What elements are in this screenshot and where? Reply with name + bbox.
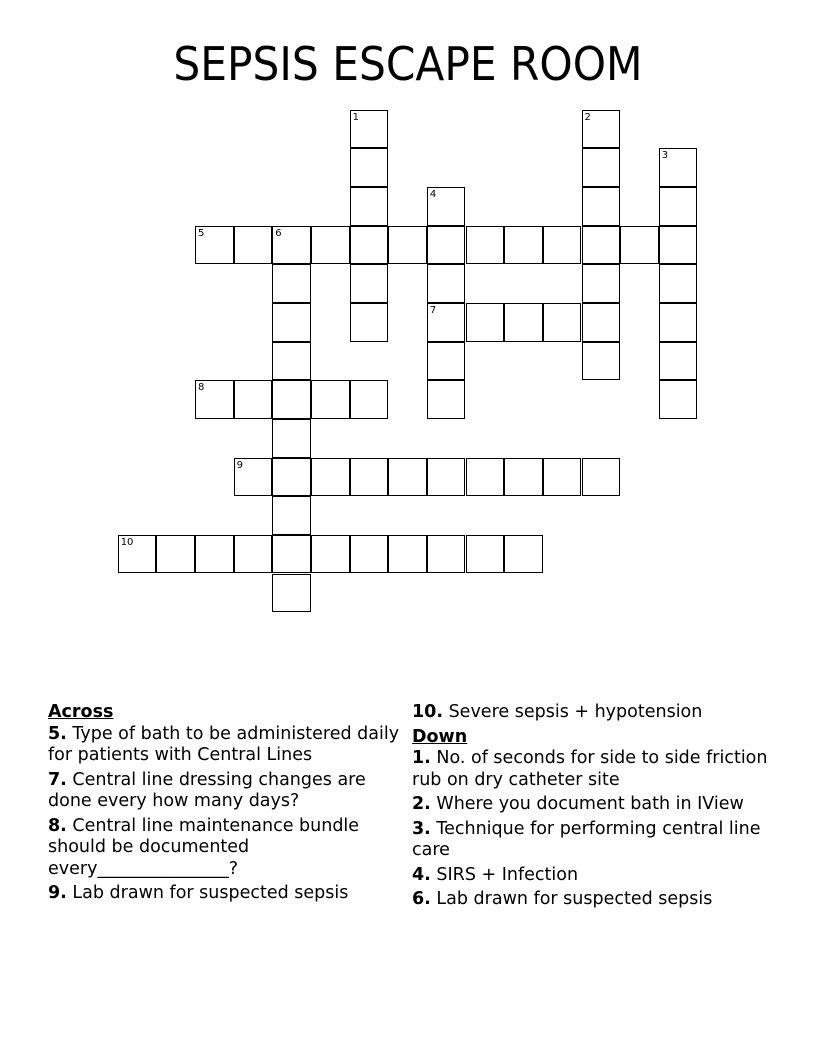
clue-number: 4. bbox=[412, 864, 431, 885]
cell-number: 5 bbox=[198, 227, 205, 239]
clue-text: Lab drawn for suspected sepsis bbox=[66, 883, 349, 903]
crossword-cell[interactable] bbox=[272, 458, 311, 497]
clue-number: 10. bbox=[412, 702, 444, 722]
clue-number: 7. bbox=[48, 769, 67, 790]
clue-down-3 bbox=[412, 819, 772, 862]
clue-down-4 bbox=[412, 865, 772, 887]
clue-down-2 bbox=[412, 794, 772, 816]
crossword-cell[interactable] bbox=[234, 380, 273, 419]
crossword-cell[interactable] bbox=[427, 187, 466, 226]
clue-across-7 bbox=[48, 770, 408, 813]
crossword-cell[interactable] bbox=[350, 458, 389, 497]
crossword-cell[interactable] bbox=[582, 226, 621, 265]
crossword-cell[interactable] bbox=[659, 380, 698, 419]
crossword-cell[interactable] bbox=[427, 380, 466, 419]
crossword-cell[interactable] bbox=[272, 419, 311, 458]
cell-number: 10 bbox=[120, 536, 134, 548]
crossword-cell[interactable] bbox=[350, 380, 389, 419]
crossword-cell[interactable] bbox=[427, 458, 466, 497]
crossword-cell[interactable] bbox=[659, 148, 698, 187]
crossword-cell[interactable] bbox=[350, 148, 389, 187]
crossword-cell[interactable] bbox=[272, 303, 311, 342]
cell-number: 6 bbox=[275, 227, 282, 239]
crossword-cell[interactable] bbox=[350, 264, 389, 303]
cell-number: 4 bbox=[429, 189, 437, 201]
crossword-cell[interactable] bbox=[311, 226, 350, 265]
clue-text: Central line maintenance bundle should be documented every_______________? bbox=[48, 815, 360, 879]
cell-number: 2 bbox=[584, 111, 591, 123]
crossword-cell[interactable] bbox=[118, 535, 157, 574]
crossword-cell[interactable] bbox=[659, 342, 698, 381]
clue-text: Lab drawn for suspected sepsis bbox=[430, 889, 713, 909]
clue-number: 8. bbox=[48, 815, 67, 836]
crossword-cell[interactable] bbox=[659, 226, 698, 265]
cell-number: 8 bbox=[198, 382, 205, 394]
crossword-cell[interactable] bbox=[466, 226, 505, 265]
crossword-cell[interactable] bbox=[504, 535, 543, 574]
cell-number: 9 bbox=[236, 459, 244, 471]
cell-number: 1 bbox=[352, 111, 359, 123]
clue-down-6 bbox=[412, 889, 772, 911]
crossword-cell[interactable] bbox=[466, 535, 505, 574]
clue-across-8 bbox=[48, 816, 408, 881]
crossword-cell[interactable] bbox=[272, 574, 311, 613]
clue-text: Where you document bath in IView bbox=[430, 794, 744, 814]
crossword-cell[interactable] bbox=[195, 226, 234, 265]
crossword-cell[interactable] bbox=[272, 342, 311, 381]
clue-text: Technique for performing central line care bbox=[412, 818, 761, 860]
clue-text: Central line dressing changes are done every how many days? bbox=[48, 769, 366, 811]
across-heading: Across bbox=[48, 702, 114, 722]
crossword-cell[interactable] bbox=[466, 303, 505, 342]
crossword-cell[interactable] bbox=[272, 535, 311, 574]
crossword-cell[interactable] bbox=[466, 458, 505, 497]
crossword-cell[interactable] bbox=[427, 303, 466, 342]
crossword-cell[interactable] bbox=[388, 535, 427, 574]
crossword-cell[interactable] bbox=[350, 303, 389, 342]
crossword-cell[interactable] bbox=[311, 380, 350, 419]
crossword-cell[interactable] bbox=[311, 458, 350, 497]
crossword-cell[interactable] bbox=[543, 303, 582, 342]
clue-across-10 bbox=[412, 702, 772, 724]
crossword-cell[interactable] bbox=[195, 380, 234, 419]
crossword-cell[interactable] bbox=[543, 226, 582, 265]
crossword-cell[interactable] bbox=[234, 535, 273, 574]
down-heading: Down bbox=[412, 726, 468, 747]
clue-number: 9. bbox=[48, 883, 67, 903]
crossword-cell[interactable] bbox=[504, 226, 543, 265]
crossword-cell[interactable] bbox=[543, 458, 582, 497]
crossword-cell[interactable] bbox=[504, 303, 543, 342]
clue-number: 3. bbox=[412, 818, 431, 839]
crossword-cell[interactable] bbox=[582, 458, 621, 497]
clues-left-column bbox=[48, 702, 408, 908]
clue-text: SIRS + Infection bbox=[430, 864, 579, 885]
clue-text: Severe sepsis + hypotension bbox=[443, 702, 703, 722]
crossword-cell[interactable] bbox=[272, 226, 311, 265]
crossword-cell[interactable] bbox=[659, 187, 698, 226]
clue-across-5 bbox=[48, 724, 408, 767]
crossword-cell[interactable] bbox=[272, 380, 311, 419]
crossword-cell[interactable] bbox=[582, 187, 621, 226]
crossword-cell[interactable] bbox=[272, 496, 311, 535]
crossword-cell[interactable] bbox=[311, 535, 350, 574]
clue-number: 1. bbox=[412, 748, 431, 768]
crossword-cell[interactable] bbox=[582, 342, 621, 381]
clue-text: Type of bath to be administered daily for patients with Central Lines bbox=[48, 723, 400, 765]
crossword-cell[interactable] bbox=[272, 264, 311, 303]
crossword-cell[interactable] bbox=[388, 226, 427, 265]
cell-number: 3 bbox=[661, 150, 669, 162]
crossword-cell[interactable] bbox=[582, 148, 621, 187]
page-title: SEPSIS ESCAPE ROOM bbox=[173, 37, 643, 91]
clue-across-9 bbox=[48, 883, 408, 905]
clues-right-column bbox=[412, 702, 772, 914]
crossword-cell[interactable] bbox=[350, 535, 389, 574]
clue-number: 6. bbox=[412, 889, 431, 909]
crossword-cell[interactable] bbox=[234, 458, 273, 497]
crossword-cell[interactable] bbox=[659, 303, 698, 342]
cell-number: 7 bbox=[429, 305, 437, 316]
crossword-cell[interactable] bbox=[350, 110, 389, 149]
crossword-cell[interactable] bbox=[582, 303, 621, 342]
crossword-cell[interactable] bbox=[156, 535, 195, 574]
crossword-cell[interactable] bbox=[427, 226, 466, 265]
crossword-cell[interactable] bbox=[427, 535, 466, 574]
crossword-cell[interactable] bbox=[582, 110, 621, 149]
crossword-cell[interactable] bbox=[659, 264, 698, 303]
crossword-cell[interactable] bbox=[388, 458, 427, 497]
clue-number: 5. bbox=[48, 723, 67, 744]
crossword-cell[interactable] bbox=[350, 226, 389, 265]
clue-text: No. of seconds for side to side friction rub on dry catheter site bbox=[412, 748, 768, 790]
crossword-cell[interactable] bbox=[504, 458, 543, 497]
crossword-cell[interactable] bbox=[620, 226, 659, 265]
crossword-cell[interactable] bbox=[195, 535, 234, 574]
crossword-cell[interactable] bbox=[427, 264, 466, 303]
crossword-cell[interactable] bbox=[234, 226, 273, 265]
clue-down-1 bbox=[412, 748, 772, 791]
crossword-cell[interactable] bbox=[582, 264, 621, 303]
clue-number: 2. bbox=[412, 794, 431, 814]
crossword-cell[interactable] bbox=[350, 187, 389, 226]
crossword-cell[interactable] bbox=[427, 342, 466, 381]
